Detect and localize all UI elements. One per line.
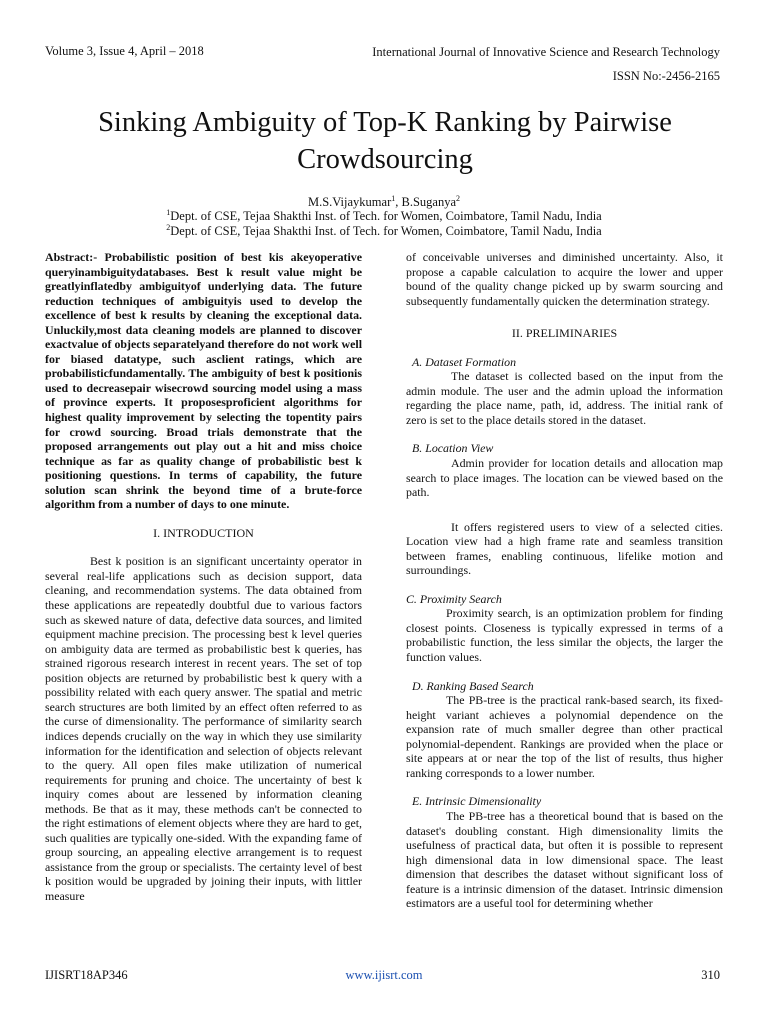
section-heading-introduction: I. INTRODUCTION — [153, 525, 254, 540]
affiliation-2-sup: 2 — [166, 223, 171, 232]
intrinsic-dimensionality-body: The PB-tree has a theoretical bound that is based on the dataset's doubling constant. High dimensionality limits the usefulness of practical data, but often it is possible to represent high dimensional data in low dimensional space. The least dimension that describes the dataset without significant loss of feature is a intrinsic dimension of the dataset. Intrinsic dimension estimators are a useful tool for determining whether — [406, 808, 723, 911]
left-column — [45, 250, 362, 904]
author-2-sup: 2 — [456, 194, 461, 203]
paper-title: Sinking Ambiguity of Top-K Ranking by Pairwise Crowdsourcing — [98, 107, 672, 175]
author-2: B.Suganya — [401, 195, 457, 210]
section-heading-preliminaries: II. PRELIMINARIES — [511, 326, 618, 341]
subsection-heading-ranking-based-search: D. Ranking Based Search — [412, 678, 534, 693]
author-1-sup: 1 — [391, 194, 396, 203]
subsection-heading-dataset-formation: A. Dataset Formation — [412, 354, 517, 369]
introduction-body: Best k position is an significant uncertainty operator in several real-life applications such as decision support, data cleaning, and recommendation systems. The data obtained from these applications are repeatedly doubtful due to various factors such as skewed nature of data, defective data sources, and limited equipment machine precision. The processing best k level queries on ambiguity data are termed as probabilistic best k queries, has strained rigorous research interest in recent years. The set of top position objects are returned by probabilistic best k query with a possibility related with each query answer. The spatial and metric search structures are both limited by an effect often referred to as the curse of dimensionality. The performance of similarity search indices depends crucially on the way in which they use similarity information for the identification and selection of objects relevant to the query. All open files make utilization of numerical requirements for pruning and choice. The uncertainty of best k inquiry comes about are lessened by information cleaning methods. Be that as it may, these methods can't be connected to the right estimations of element objects where they are hard to get, such qualities are typically one-sided. With the expanding fame of group sourcing, an appealing elective arrangement is to request assistance from the group or specialists. The certainty level of best k position would be upgraded by joining their inputs, with littler measure — [45, 554, 362, 903]
ranking-based-search-body: The PB-tree is the practical rank-based search, its fixed-height variant achieves a polynomial dependence on the expansion rate of much smaller degree than other practical polynomial-dependent. Rankings are provided when the place or site appears at or near the top of the list of results, thus higher ranking corresponds to a lower number. — [406, 693, 723, 780]
affiliation-2 — [0, 223, 768, 239]
subsection-heading-proximity-search: C. Proximity Search — [406, 591, 502, 606]
affiliation-1-sup: 1 — [166, 208, 171, 217]
location-view-body-1: Admin provider for location details and allocation map search to place images. The location can be viewed based on the path. — [406, 456, 723, 500]
right-column — [406, 250, 723, 911]
journal-name: International Journal of Innovative Science and Research Technology — [372, 45, 720, 59]
proximity-search-body: Proximity search, is an optimization problem for finding closest points. Closeness is typically expressed in terms of a probabilistic function, the less similar the objects, the larger the function values. — [406, 606, 723, 665]
subsection-heading-location-view: B. Location View — [412, 441, 494, 456]
volume-info: Volume 3, Issue 4, April – 2018 — [45, 44, 204, 58]
issn: ISSN No:-2456-2165 — [612, 69, 720, 83]
footer-website-link[interactable]: www.ijisrt.com — [345, 968, 423, 982]
introduction-continued: of conceivable universes and diminished uncertainty. Also, it propose a capable calculation to acquire the lower and upper bound of the quality change picked up by swarm sourcing and subsequently fundamentally quicken the determination strategy. — [406, 250, 723, 308]
abstract: Abstract:- Probabilistic position of best kis akeyoperative queryinambiguitydatabases. Best k result value might be greatlyinflatedby ambiguityof underlying data. The future reduction techniques of ambiguityis used to develop the excellence of best k results by cleaning the exceptional data. Unluckily,most data cleaning models are planned to discover exactvalue of objects separatelyand therefore do not work well for biased datatype, such asclient ratings, which are probabilisticfundamentally. The ambiguity of best k positionis used to decreasepair wisecrowd sourcing model using a mass of province experts. It proposesproficient algorithms for highest quality improvement by selecting the topentity pairs for crowd sourcing. Broad trials demonstrate that the proposed arrangements out play out a hit and miss choice technique as far as quality change of probabilistic best k positioning questions. In terms of capability, the future solution scan shrink the beyond time of a brute-force algorithm from a number of days to one minute. — [45, 250, 362, 512]
author-separator: , — [395, 195, 402, 210]
affiliation-2-text: Dept. of CSE, Tejaa Shakthi Inst. of Tech. for Women, Coimbatore, Tamil Nadu, India — [170, 224, 602, 239]
author-1: M.S.Vijaykumar — [307, 195, 392, 210]
subsection-heading-intrinsic-dimensionality: E. Intrinsic Dimensionality — [412, 794, 542, 809]
location-view-body-2: It offers registered users to view of a selected cities. Location view had a high frame rate and seamless transition between frames, enabling continuous, lifelike motion and surroundings. — [406, 519, 723, 578]
affiliation-1-text: Dept. of CSE, Tejaa Shakthi Inst. of Tech. for Women, Coimbatore, Tamil Nadu, India — [170, 209, 602, 224]
footer-paper-id: IJISRT18AP346 — [45, 968, 128, 982]
dataset-formation-body: The dataset is collected based on the input from the admin module. The user and the admin upload the information regarding the place name, path, id, address. The initial rank of zero is set to the place details stored in the dataset. — [406, 369, 723, 427]
affiliation-1 — [0, 208, 768, 224]
footer-page-number: 310 — [701, 968, 720, 982]
